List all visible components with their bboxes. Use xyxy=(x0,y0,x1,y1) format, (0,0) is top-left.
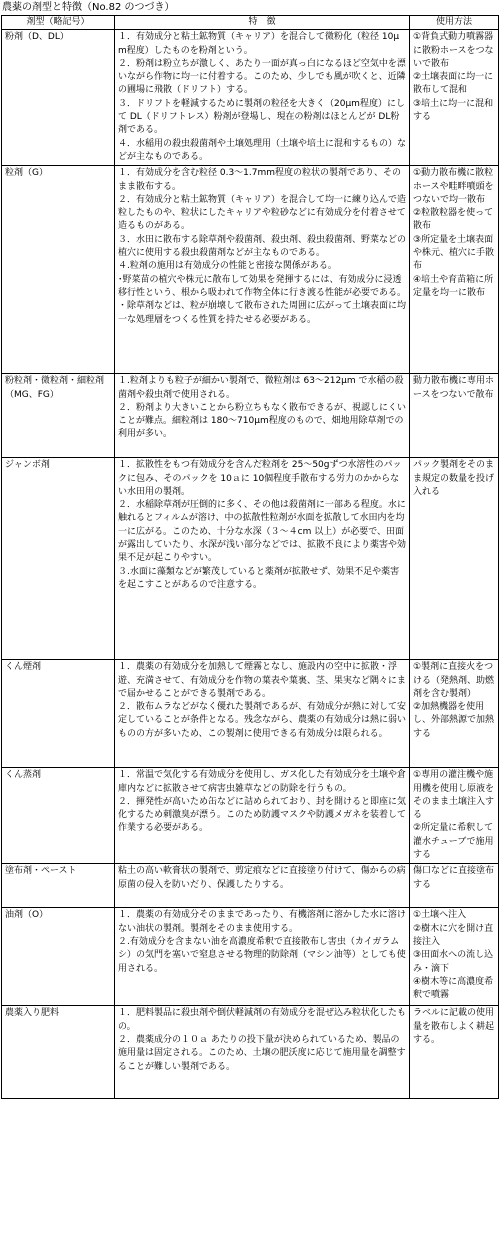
usage-cell xyxy=(410,1006,499,1099)
feature-paragraph: １．拡散性をもつ有効成分を含んだ粒剤を 25～50gずつ水溶性のパックに包み、そのパックを 10ａに 10個程度手散布する労力のかからない水田用の製剤。 xyxy=(118,460,402,497)
formulation-type-cell: 塗布剤・ペースト xyxy=(2,864,115,908)
feature-paragraph: ２.有効成分を含まない油を高濃度希釈で直接散布し害虫（カイガラムシ）の気門を塞いで窒息させる物理的防除剤（マシン油等）としても使用される。 xyxy=(118,936,406,974)
header-formulation-type: 剤型（略記号） xyxy=(2,16,115,30)
header-features: 特 徴 xyxy=(115,16,410,30)
feature-paragraph: １．農薬の有効成分を加熱して煙霧となし、施設内の空中に拡散・浮遊、充満させて、有効成分を作物の葉表や葉裏、茎、果実など隅々にまで届かせることができる製剤である。 xyxy=(118,662,406,699)
feature-paragraph: ２．散布ムラなどがなく優れた製剤であるが、有効成分が熱に対して安定していることが条件となる。残念ながら、農薬の有効成分は熱に弱いものの方が多いため、この製剤に使用できる有効成分は限られる。 xyxy=(118,702,407,739)
pesticide-formulation-table xyxy=(1,15,499,1099)
feature-paragraph: ・除草剤などは、粒が崩壊して散布された周囲に広がって土壌表面に均一な処理層をつくる性質を持たせる必要がある。 xyxy=(118,301,407,325)
formulation-type-cell: 粉粒剤・微粒剤・細粒剤（MG、FG） xyxy=(2,374,115,458)
feature-paragraph: １．常温で気化する有効成分を使用し、ガス化した有効成分を土壌や倉庫内などに拡散させて病害虫雑草などの防除を行うもの。 xyxy=(118,770,407,794)
usage-item: ①土壌へ注入 xyxy=(413,910,467,921)
formulation-type-cell: ジャンボ剤 xyxy=(2,458,115,660)
table-row xyxy=(2,908,499,1006)
feature-paragraph: ２．粉剤より大きいことから粉立ちもなく散布できるが、視認しにくいことが難点。細粒剤は 180～710μm程度のもので、畑地用除草剤での利用が多い。 xyxy=(118,402,407,440)
usage-cell xyxy=(410,458,499,660)
usage-item: ①製剤に直接火をつける（発熱剤、助燃剤を含む製剤） xyxy=(413,662,495,699)
feature-paragraph: ２．水稲除草剤が圧倒的に多く、その他は殺菌剤に一部ある程度。水に触れるとフィルムが溶け、中の拡散性粒剤が水面を拡散して水田内を均一に広がる。このため、十分な水深（３～４cm 以上）が必要で、田面が露出していたり、水深が浅い部分などでは、拡散不良により薬害や効果不足が起こりやすい。 xyxy=(118,500,407,564)
usage-item: ③培土に均一に混和する xyxy=(413,98,494,123)
usage-item: ②所定量に希釈して灌水チューブで施用する xyxy=(413,823,494,861)
usage-item: ③所定量を土壌表面や株元、植穴に手散布 xyxy=(413,234,495,272)
features-cell xyxy=(115,864,410,908)
formulation-type-cell: くん煙剤 xyxy=(2,660,115,768)
table-row xyxy=(2,660,499,768)
formulation-type-cell: 油剤（O） xyxy=(2,908,115,1006)
table-row xyxy=(2,768,499,864)
features-cell xyxy=(115,908,410,1006)
features-cell xyxy=(115,374,410,458)
table-row xyxy=(2,1006,499,1099)
table-row xyxy=(2,166,499,374)
usage-cell xyxy=(410,166,499,374)
usage-item: ①背負式動力噴霧器に散粉ホースをつないで散布 xyxy=(413,32,494,69)
header-usage: 使用方法 xyxy=(410,16,499,30)
usage-item: ①動力散布機に散粒ホースや畦畔噴頭をつないで均一散布 xyxy=(413,168,494,205)
features-cell xyxy=(115,458,410,660)
feature-paragraph: １.粒剤よりも粒子が細かい製剤で、微粒剤は 63～212μm で水稲の殺菌剤や殺虫剤で使用される。 xyxy=(118,376,404,400)
usage-item: ①専用の灌注機や施用機を使用し原液をそのまま土壌注入する xyxy=(413,770,495,821)
table-row xyxy=(2,30,499,166)
feature-paragraph: ４．水稲用の殺虫殺菌剤や土壌処理用（土壌や培土に混和するもの）などが主なものである。 xyxy=(118,138,407,162)
features-cell xyxy=(115,1006,410,1099)
formulation-type-cell: 粉剤（D、DL） xyxy=(2,30,115,166)
feature-paragraph: ･野菜苗の植穴や株元に散布して効果を発揮するには、有効成分に浸透移行性という、根から吸われて作物全体に行き渡る性能が必要である。 xyxy=(118,274,407,298)
page-title: 農薬の剤型と特徴（No.82 のつづき） xyxy=(2,2,175,13)
feature-paragraph: １．農薬の有効成分そのままであったり、有機溶剤に溶かした水に溶けない油状の製剤。製剤をそのまま使用する。 xyxy=(118,910,406,934)
table-row xyxy=(2,458,499,660)
usage-item: ②樹木に穴を開け直接注入 xyxy=(413,923,494,947)
formulation-type-cell: 粒剤（G） xyxy=(2,166,115,374)
usage-item: ②土壌表面に均一に散布して混和 xyxy=(413,72,494,96)
usage-cell xyxy=(410,30,499,166)
feature-paragraph: ４.粒剤の施用は有効成分の性能と密接な関係がある。 xyxy=(118,261,337,272)
feature-paragraph: ２．粉剤は粉立ちが激しく、あたり一面が真っ白になるほど空気中を漂いながら作物に均一に付着する。このため、少しでも風が吹くと、近隣の圃場に飛散（ドリフト）する。 xyxy=(118,58,406,96)
feature-paragraph: 粘土の高い軟膏状の製剤で、剪定痕などに直接塗り付けて、傷からの病原菌の侵入を防いだり、保護したりする。 xyxy=(118,866,406,890)
feature-paragraph: ２．揮発性が高いため缶などに詰められており、封を開けると即座に気化するため刺激臭が漂う。このため防護マスクや防護メガネを装着して作業する必要がある。 xyxy=(118,796,407,834)
usage-cell xyxy=(410,864,499,908)
feature-paragraph: １．肥料製品に殺虫剤や倒伏軽減剤の有効成分を混ぜ込み粒状化したもの。 xyxy=(118,1008,407,1032)
formulation-type-cell: 農薬入り肥料 xyxy=(2,1006,115,1099)
usage-item: ②加熱機器を使用し、外部熱源で加熱する xyxy=(413,702,495,739)
usage-item: ④培土や育苗箱に所定量を均一に散布 xyxy=(413,274,494,298)
feature-paragraph: ３．水田に散布する除草剤や殺菌剤、殺虫剤、殺虫殺菌剤、野菜などの植穴に使用する殺虫殺菌剤などが主なものである。 xyxy=(118,234,407,259)
table-row xyxy=(2,374,499,458)
feature-paragraph: ２．有効成分と粘土鉱物質（キャリア）を混合して均一に練り込んで造粒したものや、粒状にしたキャリアや粒砂などに有効成分を付着させて造るものがある。 xyxy=(118,194,407,232)
feature-paragraph: １．有効成分を含む粒径 0.3～1.7mm程度の粒状の製剤であり、そのまま散布する。 xyxy=(118,168,402,192)
usage-item: パック製剤をそのまま規定の数量を投げ入れる xyxy=(413,460,495,497)
usage-item: ③田面水への流し込み・滴下 xyxy=(413,950,494,974)
features-cell xyxy=(115,660,410,768)
usage-cell xyxy=(410,660,499,768)
table-row xyxy=(2,864,499,908)
usage-item: ④樹木等に高濃度希釈で噴霧 xyxy=(413,976,494,1001)
features-cell xyxy=(115,30,410,166)
usage-item: 動力散布機に専用ホースをつないで散布 xyxy=(413,376,495,400)
feature-paragraph: ２．農薬成分の１０ａ あたりの投下量が決められているため、製品の施用量は固定される。このため、土壌の肥沃度に応じて施用量を調整することが難しい製剤である。 xyxy=(118,1034,406,1072)
usage-cell xyxy=(410,374,499,458)
usage-item: ②粒散粒器を使って散布 xyxy=(413,208,494,232)
features-cell xyxy=(115,166,410,374)
feature-paragraph: １．有効成分と粘土鉱物質（キャリア）を混合して微粉化（粒径 10μm程度）したものを粉剤という。 xyxy=(118,32,400,56)
feature-paragraph: ３．ドリフトを軽減するために製剤の粒径を大きく（20μm程度）にして DL（ドリフトレス）粉剤が登場し、現在の粉剤はほとんどが DL粉剤である。 xyxy=(118,98,405,136)
usage-item: 傷口などに直接塗布する xyxy=(413,866,495,890)
feature-paragraph: ３.水面に藻類などが繁茂していると薬剤が拡散せず、効果不足や薬害を起こすことがあるので注意する。 xyxy=(118,566,400,590)
features-cell xyxy=(115,768,410,864)
table-header-row xyxy=(2,16,499,30)
usage-cell xyxy=(410,768,499,864)
usage-cell xyxy=(410,908,499,1006)
usage-item: ラベルに記載の使用量を散布しよく耕起する。 xyxy=(413,1008,495,1045)
formulation-type-cell: くん蒸剤 xyxy=(2,768,115,864)
